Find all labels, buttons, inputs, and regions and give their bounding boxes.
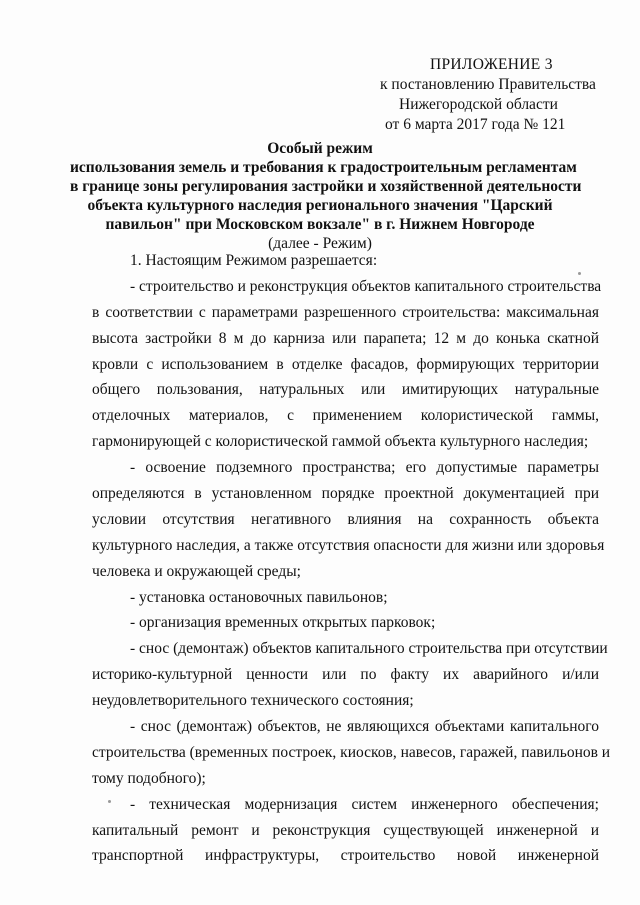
document-body xyxy=(92,248,611,869)
paragraph-line: человека и окружающей среды; xyxy=(92,562,301,580)
appendix-line: Нижегородской области xyxy=(399,96,558,113)
paragraph-line: кровли с использованием в отделке фасадов, формирующих территории xyxy=(92,355,599,373)
paragraph-line: - снос (демонтаж) объектов капитального строительства при отсутствии xyxy=(130,640,608,658)
paragraph-line: определяются в установленном порядке проектной документацией при xyxy=(92,485,599,503)
document-title xyxy=(70,139,582,253)
paragraph-line: общего пользования, натуральных или имитирующих натуральные xyxy=(92,381,599,399)
paragraph-line: транспортной инфраструктуры, строительство новой инженерной xyxy=(92,847,599,865)
appendix-title: ПРИЛОЖЕНИЕ 3 xyxy=(430,56,553,73)
paragraph-line: - строительство и реконструкция объектов капитального строительства xyxy=(130,277,602,295)
paragraph-line: - снос (демонтаж) объектов, не являющихся объектами капитального xyxy=(130,718,599,736)
scan-speck xyxy=(578,272,581,275)
scan-speck xyxy=(108,800,111,803)
paragraph-line: 1. Настоящим Режимом разрешается: xyxy=(130,252,378,269)
paragraph-line: неудовлетворительного технического состояния; xyxy=(92,692,414,710)
paragraph-line: культурного наследия, а также отсутствия опасности для жизни или здоровья xyxy=(92,536,605,554)
paragraph-line: историко-культурной ценности или по факту их аварийного и/или xyxy=(92,666,599,684)
title-line: в границе зоны регулирования застройки и хозяйственной деятельности xyxy=(70,178,582,195)
title-line: объекта культурного наследия регионального значения "Царский xyxy=(87,197,553,214)
paragraph-line: в соответствии с параметрами разрешенного строительства: максимальная xyxy=(92,303,599,321)
title-heading: Особый режим xyxy=(267,140,373,157)
paragraph-line: - освоение подземного пространства; его допустимые параметры xyxy=(130,459,599,477)
paragraph-line: гармонирующей с колористической гаммой объекта культурного наследия; xyxy=(92,433,589,451)
paragraph-line: - техническая модернизация систем инженерного обеспечения; xyxy=(130,795,599,813)
paragraph-line: - организация временных открытых парковок; xyxy=(130,614,436,632)
paragraph-line: отделочных материалов, с применением колористической гаммы, xyxy=(92,407,599,425)
paragraph-line: строительства (временных построек, киосков, навесов, гаражей, павильонов и xyxy=(92,743,611,761)
appendix-block xyxy=(380,55,600,135)
paragraph-line: высота застройки 8 м до карниза или парапета; 12 м до конька скатной xyxy=(92,329,599,347)
paragraph-line: капитальный ремонт и реконструкция существующей инженерной и xyxy=(92,821,599,839)
appendix-line: к постановлению Правительства xyxy=(380,76,596,93)
paragraph-line: тому подобного); xyxy=(92,769,206,787)
title-line: павильон" при Московском вокзале" в г. Нижнем Новгороде xyxy=(105,216,535,233)
title-abbrev: (далее - Режим) xyxy=(268,235,372,252)
paragraph-line: условии отсутствия негативного влияния на сохранность объекта xyxy=(92,510,599,528)
paragraph-line: - установка остановочных павильонов; xyxy=(130,588,388,606)
title-line: использования земель и требования к градостроительным регламентам xyxy=(70,159,577,176)
appendix-line: от 6 марта 2017 года № 121 xyxy=(385,116,566,133)
